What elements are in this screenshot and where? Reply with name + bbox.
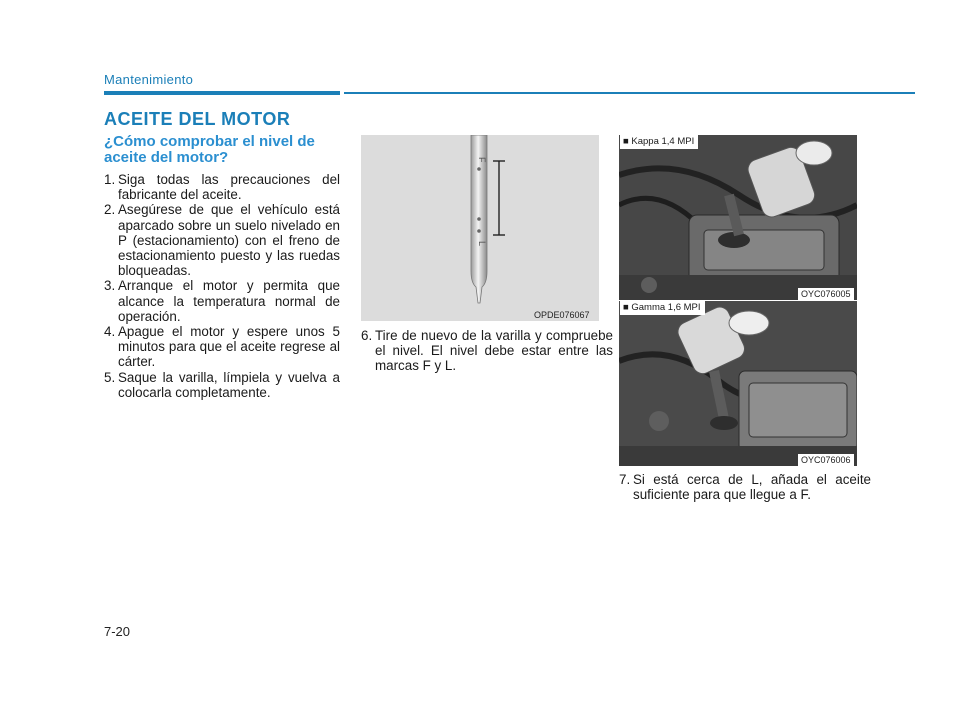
step-text: Asegúrese de que el vehículo está aparcado sobre un suelo nivelado en P (estacionamiento) con el freno de estacionamiento puesto y las ruedas bloqueadas.	[118, 202, 340, 279]
section-label: Mantenimiento	[104, 72, 194, 87]
step-number: 7.	[619, 472, 631, 487]
step-number: 1.	[104, 172, 116, 187]
steps-list	[104, 172, 340, 400]
header-rule-thick	[104, 91, 340, 95]
figure-label: ■ Kappa 1,4 MPI	[620, 135, 698, 149]
figure-code: OPDE076067	[534, 310, 590, 320]
subtitle: ¿Cómo comprobar el nivel de aceite del motor?	[104, 133, 315, 166]
engine-drawing	[619, 301, 857, 466]
step-4	[104, 324, 340, 370]
step-number: 5.	[104, 369, 116, 385]
step-5	[104, 370, 340, 400]
engine-photo-kappa	[619, 135, 857, 300]
figure-code: OYC076006	[798, 454, 854, 466]
step-text: Arranque el motor y permita que alcance la temperatura normal de operación.	[118, 278, 340, 324]
step-number: 2.	[104, 202, 116, 218]
svg-text:F: F	[477, 157, 487, 163]
step-number: 3.	[104, 278, 116, 294]
step-text: Siga todas las precauciones del fabricante del aceite.	[118, 172, 340, 203]
figure-label: ■ Gamma 1,6 MPI	[620, 301, 705, 315]
figure-code: OYC076005	[798, 288, 854, 300]
step-number: 4.	[104, 324, 116, 340]
dipstick-illustration	[361, 135, 599, 321]
step-3	[104, 278, 340, 324]
step-text: Si está cerca de L, añada el aceite suficiente para que llegue a F.	[633, 472, 871, 503]
svg-text:L: L	[477, 241, 487, 247]
step-number: 6.	[361, 328, 373, 343]
page-title: ACEITE DEL MOTOR	[104, 109, 291, 129]
step-text: Saque la varilla, límpiela y vuelva a colocarla completamente.	[118, 369, 340, 400]
dipstick-drawing	[361, 135, 599, 321]
step-1	[104, 172, 340, 202]
step-2	[104, 202, 340, 278]
engine-photo-gamma	[619, 301, 857, 466]
header-rule-thin	[344, 92, 915, 94]
step-text: Apague el motor y espere unos 5 minutos para que el aceite regrese al cárter.	[118, 324, 340, 370]
step-text: Tire de nuevo de la varilla y compruebe el nivel. El nivel debe estar entre las marcas F y L.	[375, 328, 613, 374]
page-number: 7-20	[104, 624, 131, 639]
engine-drawing	[619, 135, 857, 300]
step-7	[619, 472, 871, 502]
step-6	[361, 328, 613, 374]
